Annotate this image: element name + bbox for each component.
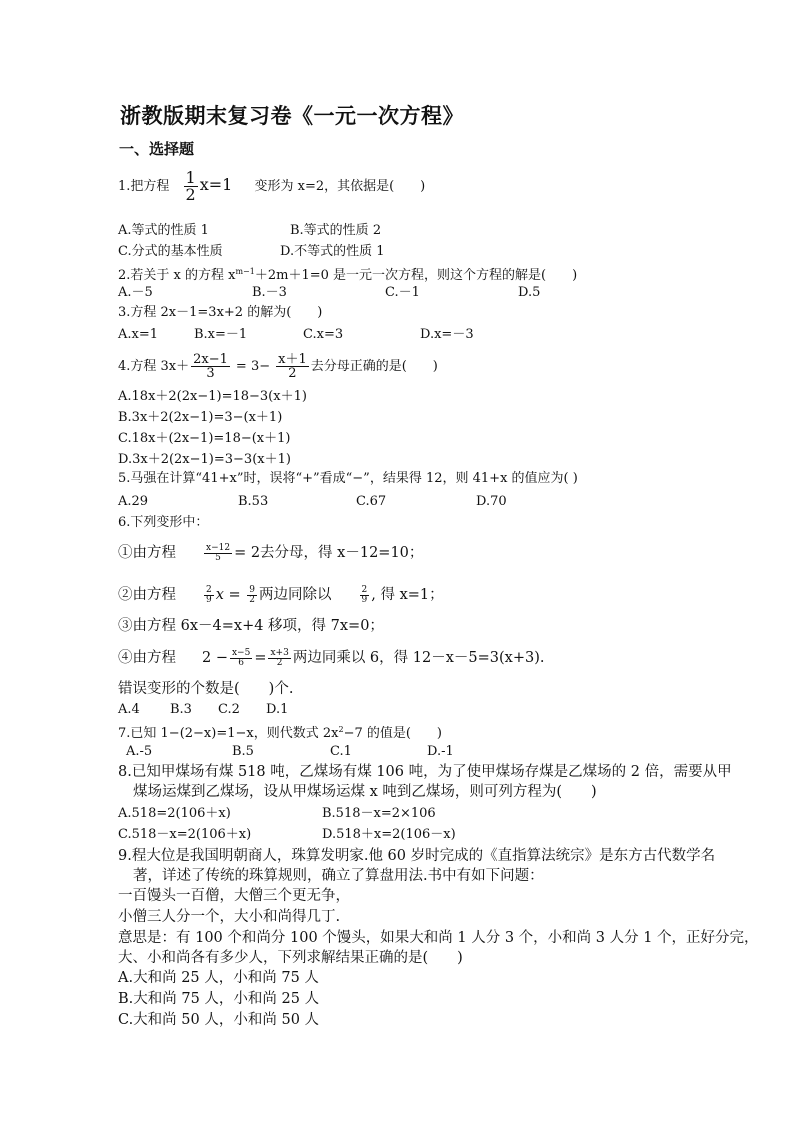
q1-fraction: $\frac{1}{2}$ xyxy=(185,168,196,204)
q6-tail: 错误变形的个数是( )个. xyxy=(118,681,294,697)
q7-option-d: D.-1 xyxy=(427,744,454,759)
q8-option-a: A.518=2(106＋x) xyxy=(118,806,231,821)
page-title: 浙教版期末复习卷《一元一次方程》 xyxy=(120,103,464,128)
q6-item-4: ④由方程 2 − $\frac{x-5}{6}$ = $\frac{x+3}{2}$ 两边同乘以 6，得 12－x－5=3(x+3). xyxy=(118,647,545,668)
question-7: 7.已知 1−(2−x)=1−x，则代数式 $2x^2-7$ 的值是( ) xyxy=(118,725,443,741)
section-heading: 一、选择题 xyxy=(119,140,195,158)
q9-meaning-line-1: 意思是：有 100 个和尚分 100 个馒头，如果大和尚 1 人分 3 个，小和尚 3 人分 1 个，正好分完， xyxy=(118,930,759,946)
q4-fraction-1: $\frac{2x-1}{3}$ xyxy=(193,352,228,381)
q6-option-a: A.4 xyxy=(118,702,140,717)
question-1: 1.把方程 $\frac{1}{2}$ x=1 变形为 x=2，其依据是( ) xyxy=(118,168,426,204)
q6-option-d: D.1 xyxy=(266,702,289,717)
question-2: 2.若关于 x 的方程 $x^{m-1}+2m+1=0$ 是一元一次方程，则这个方程的解是( ) xyxy=(118,267,578,283)
q2-option-b: B.－3 xyxy=(252,285,287,300)
q5-option-b: B.53 xyxy=(238,494,269,509)
q1-option-a: A.等式的性质 1 xyxy=(118,223,209,238)
q7-option-a: A.-5 xyxy=(126,744,153,759)
q4-option-d: D.3x＋2(2x−1)=3−3(x＋1) xyxy=(118,452,291,467)
question-8-line-2: 煤场运煤到乙煤场，设从甲煤场运煤 x 吨到乙煤场，则可列方程为( ) xyxy=(133,784,597,800)
q9-option-c: C.大和尚 50 人，小和尚 50 人 xyxy=(118,1012,320,1028)
q6-item-1: ①由方程 $\frac{x-12}{5}$ = 2去分母，得 x－12=10； xyxy=(118,542,424,563)
q3-option-c: C.x=3 xyxy=(303,327,344,342)
q7-option-c: C.1 xyxy=(330,744,352,759)
q1-option-d: D.不等式的性质 1 xyxy=(280,244,385,259)
q1-option-c: C.分式的基本性质 xyxy=(118,244,223,259)
question-6: 6.下列变形中： xyxy=(118,515,209,530)
q8-option-d: D.518＋x=2(106－x) xyxy=(322,827,456,842)
q9-poem-line-1: 一百馒头一百僧，大僧三个更无争， xyxy=(118,888,350,904)
q4-option-a: A.18x＋2(2x−1)=18−3(x＋1) xyxy=(118,389,307,404)
q6-item-3: ③由方程 6x－4=x+4 移项，得 7x=0； xyxy=(118,618,384,634)
q9-option-a: A.大和尚 25 人，小和尚 75 人 xyxy=(118,970,319,986)
q9-meaning-line-2: 大、小和尚各有多少人，下列求解结果正确的是( ) xyxy=(118,950,463,966)
q4-option-b: B.3x＋2(2x−1)=3−(x＋1) xyxy=(118,410,283,425)
q2-option-c: C.－1 xyxy=(385,285,420,300)
q2-option-d: D.5 xyxy=(518,285,541,300)
q4-fraction-2: $\frac{x+1}{2}$ xyxy=(278,352,307,381)
q9-option-b: B.大和尚 75 人，小和尚 25 人 xyxy=(118,991,320,1007)
q2-option-a: A.－5 xyxy=(118,285,153,300)
q5-option-a: A.29 xyxy=(118,494,149,509)
question-5: 5.马强在计算“41+x”时，误将“+”看成“−”，结果得 12，则 41+x 的值应为( ) xyxy=(118,471,578,486)
q4-option-c: C.18x＋(2x−1)=18−(x＋1) xyxy=(118,431,291,446)
q9-poem-line-2: 小僧三人分一个，大小和尚得几丁. xyxy=(118,909,341,925)
question-4: 4.方程 3x＋ $\frac{2x-1}{3}$ = 3− $\frac{x+1}{2}$ 去分母正确的是( ) xyxy=(118,352,438,381)
q7-option-b: B.5 xyxy=(232,744,254,759)
q3-option-b: B.x=－1 xyxy=(194,327,248,342)
question-9-line-2: 著，详述了传统的珠算规则，确立了算盘用法.书中有如下问题： xyxy=(133,868,544,884)
q6-option-b: B.3 xyxy=(170,702,192,717)
question-9-line-1: 9.程大位是我国明朝商人，珠算发明家.他 60 岁时完成的《直指算法统宗》是东方古代数学名 xyxy=(118,848,716,864)
q3-option-a: A.x=1 xyxy=(118,327,159,342)
q3-option-d: D.x=－3 xyxy=(420,327,474,342)
q5-option-c: C.67 xyxy=(356,494,387,509)
q6-i1-fraction: $\frac{x-12}{5}$ xyxy=(206,542,231,563)
q6-option-c: C.2 xyxy=(218,702,240,717)
question-3: 3.方程 2x－1=3x+2 的解为( ) xyxy=(118,305,323,320)
q8-option-c: C.518－x=2(106＋x) xyxy=(118,827,252,842)
q8-option-b: B.518－x=2×106 xyxy=(322,806,436,821)
q1-option-b: B.等式的性质 2 xyxy=(290,223,382,238)
q6-item-2: ②由方程 $\frac{2}{9}$ x = $\frac{9}{2}$ 两边同除以 $\frac{2}{9}$ , 得 x=1； xyxy=(118,584,444,605)
q5-option-d: D.70 xyxy=(476,494,507,509)
question-8-line-1: 8.已知甲煤场有煤 518 吨，乙煤场有煤 106 吨，为了使甲煤场存煤是乙煤场的 2 倍，需要从甲 xyxy=(118,764,732,780)
